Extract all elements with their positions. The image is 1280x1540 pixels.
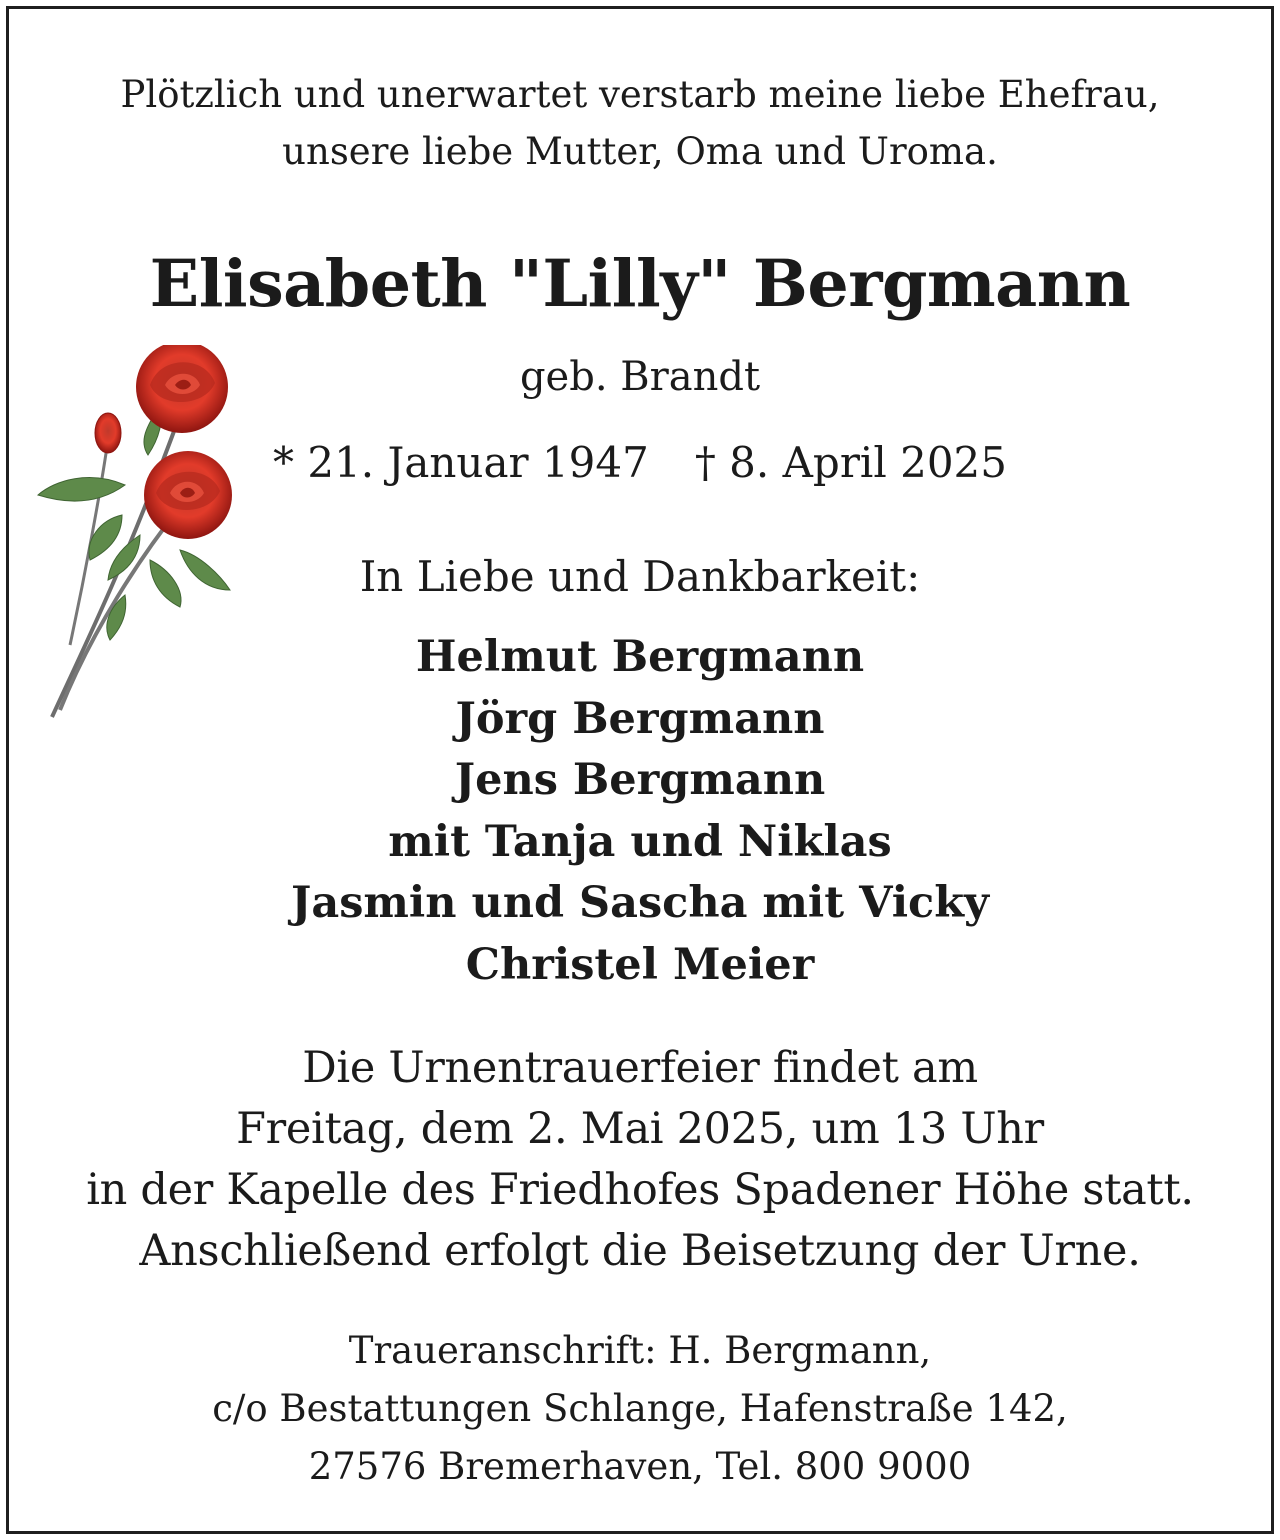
deceased-name: Elisabeth "Lilly" Bergmann [149,246,1131,322]
birth-name: geb. Brandt [519,354,761,400]
birth-date: * 21. Januar 1947 [273,438,649,487]
family-member: Helmut Bergmann [415,632,865,682]
ceremony-info [0,1038,1280,1282]
ceremony-line: Die Urnentrauerfeier findet am [302,1043,978,1093]
intro-line-1: Plötzlich und unerwartet verstarb meine liebe Ehefrau, [120,73,1160,116]
red-roses-icon [30,345,250,725]
life-dates [240,437,1040,489]
ceremony-line: Anschließend erfolgt die Beisetzung der Urne. [139,1226,1141,1276]
death-date: † 8. April 2025 [694,438,1007,487]
mourning-address [0,1322,1280,1496]
address-line: c/o Bestattungen Schlange, Hafenstraße 142, [212,1387,1068,1430]
ceremony-line: Freitag, dem 2. Mai 2025, um 13 Uhr [236,1104,1044,1154]
address-line: Traueranschrift: H. Bergmann, [348,1329,932,1372]
intro-text [0,66,1280,180]
family-member: Christel Meier [465,939,815,990]
address-line: 27576 Bremerhaven, Tel. 800 9000 [308,1445,972,1488]
family-member: Jens Bergmann [454,755,826,805]
family-member: Jörg Bergmann [455,693,825,744]
ceremony-line: in der Kapelle des Friedhofes Spadener Höhe statt. [86,1165,1194,1215]
family-member: Jasmin und Sascha mit Vicky [290,878,989,928]
thanks-line: In Liebe und Dankbarkeit: [359,552,921,601]
family-member: mit Tanja und Niklas [388,816,892,867]
intro-line-2: unsere liebe Mutter, Oma und Uroma. [282,130,998,173]
